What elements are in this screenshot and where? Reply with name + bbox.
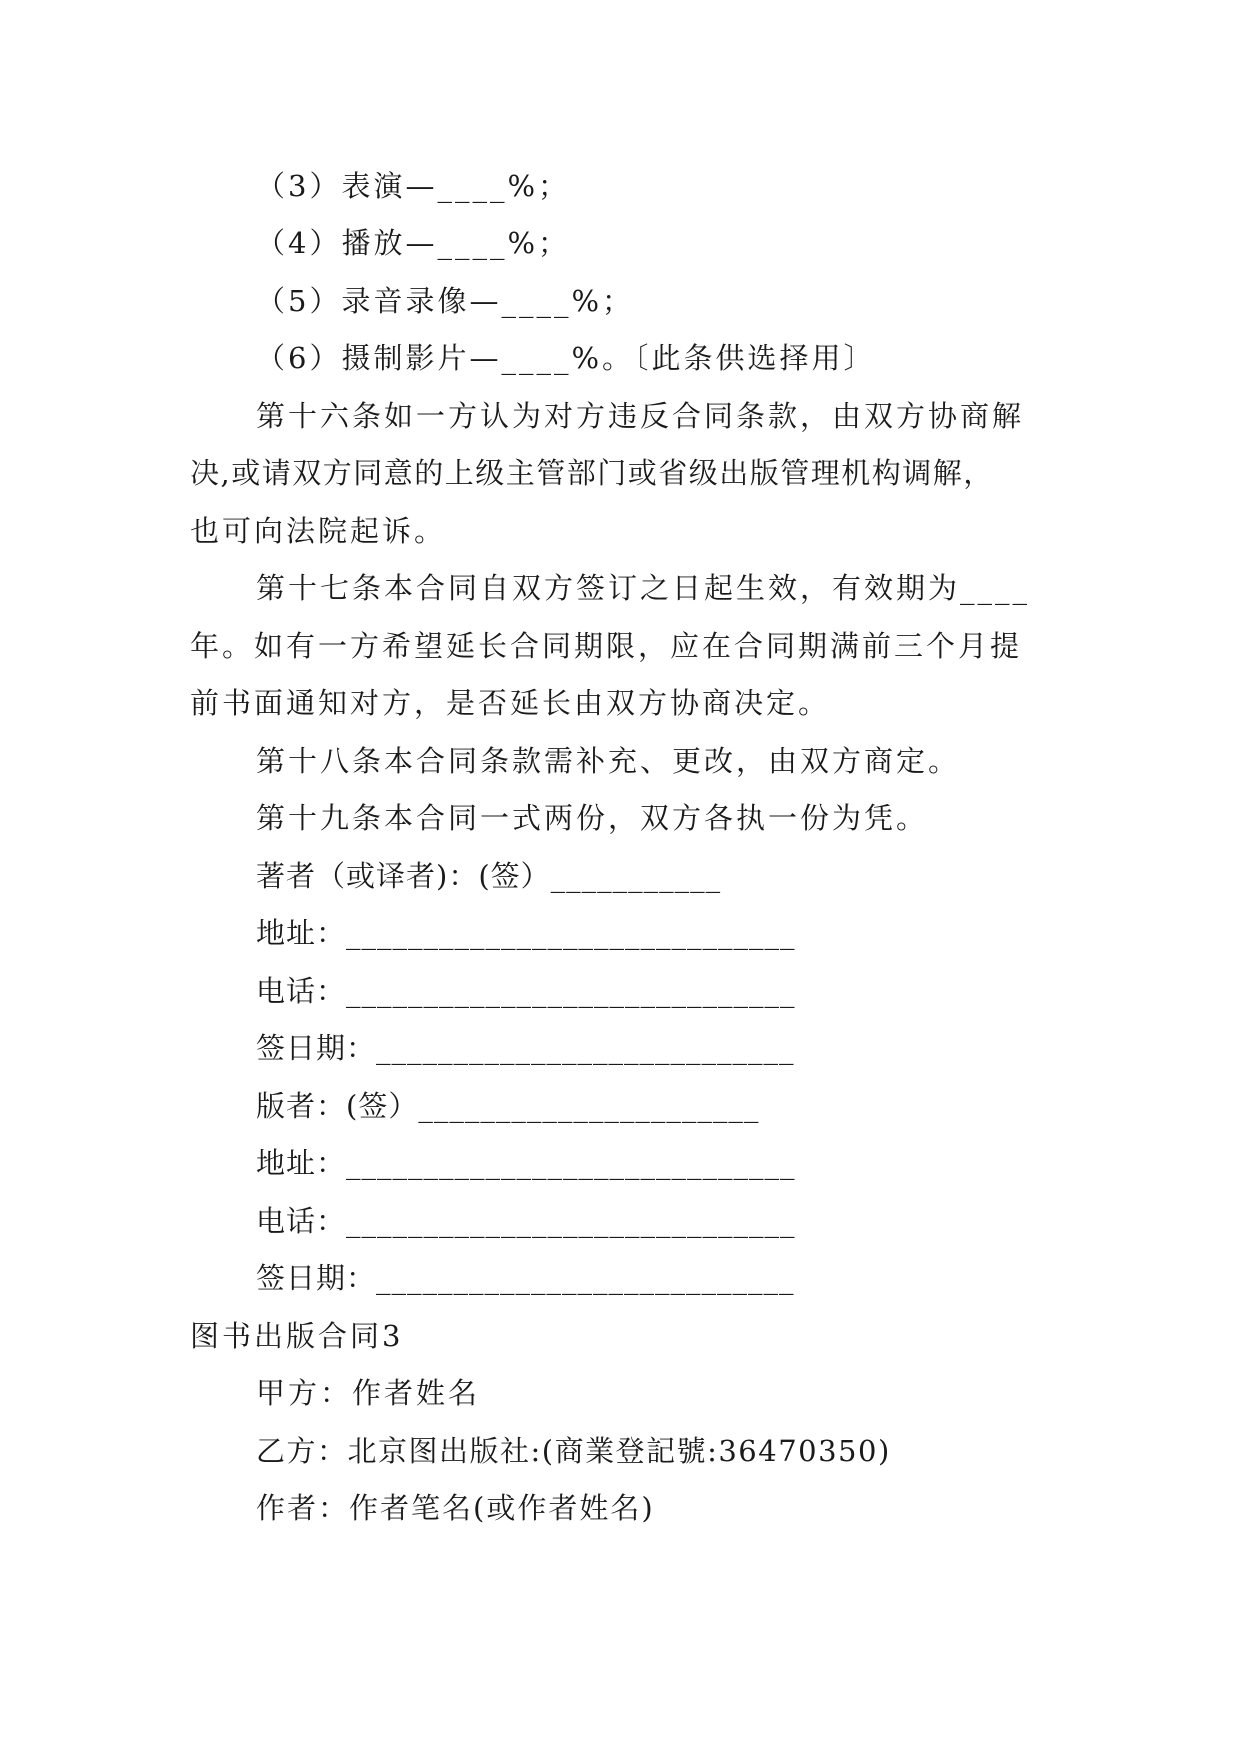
article-19: 第十九条本合同一式两份，双方各执一份为凭。 xyxy=(256,801,929,835)
clause-recording-share: （5）录音录像—____%； xyxy=(256,284,635,318)
article-16-line-3: 也可向法院起诉。 xyxy=(190,514,447,548)
party-a-line: 甲方：作者姓名 xyxy=(256,1376,481,1410)
article-16-line-1: 第十六条如一方认为对方违反合同条款，由双方协商解 xyxy=(256,399,1025,433)
article-17-line-3: 前书面通知对方，是否延长由双方协商决定。 xyxy=(190,686,831,720)
article-16-line-2: 决,或请双方同意的上级主管部门或省级出版管理机构调解， xyxy=(190,456,994,490)
author-sign-date-line: 签日期：___________________________ xyxy=(256,1031,795,1065)
clause-performance-share: （3）表演—____%； xyxy=(256,169,571,203)
author-phone-line: 电话：_____________________________ xyxy=(256,974,796,1008)
contract-3-heading: 图书出版合同3 xyxy=(190,1319,404,1353)
party-b-line: 乙方：北京图出版社:(商業登記號:36470350) xyxy=(256,1434,891,1468)
author-pen-name-line: 作者：作者笔名(或作者姓名) xyxy=(256,1491,655,1525)
article-17-line-2: 年。如有一方希望延长合同期限，应在合同期满前三个月提 xyxy=(190,629,1023,663)
author-address-line: 地址：_____________________________ xyxy=(256,916,796,950)
clause-film-share: （6）摄制影片—____%。〔此条供选择用〕 xyxy=(256,341,876,375)
publisher-phone-line: 电话：_____________________________ xyxy=(256,1204,796,1238)
clause-broadcast-share: （4）播放—____%； xyxy=(256,226,571,260)
article-18: 第十八条本合同条款需补充、更改，由双方商定。 xyxy=(256,744,961,778)
article-17-line-1: 第十七条本合同自双方签订之日起生效，有效期为____ xyxy=(256,571,1031,605)
publisher-sign-date-line: 签日期：___________________________ xyxy=(256,1261,795,1295)
publisher-signature-line: 版者：(签）______________________ xyxy=(256,1089,760,1123)
publisher-address-line: 地址：_____________________________ xyxy=(256,1146,796,1180)
author-signature-line: 著者（或译者)：(签）___________ xyxy=(256,859,722,893)
